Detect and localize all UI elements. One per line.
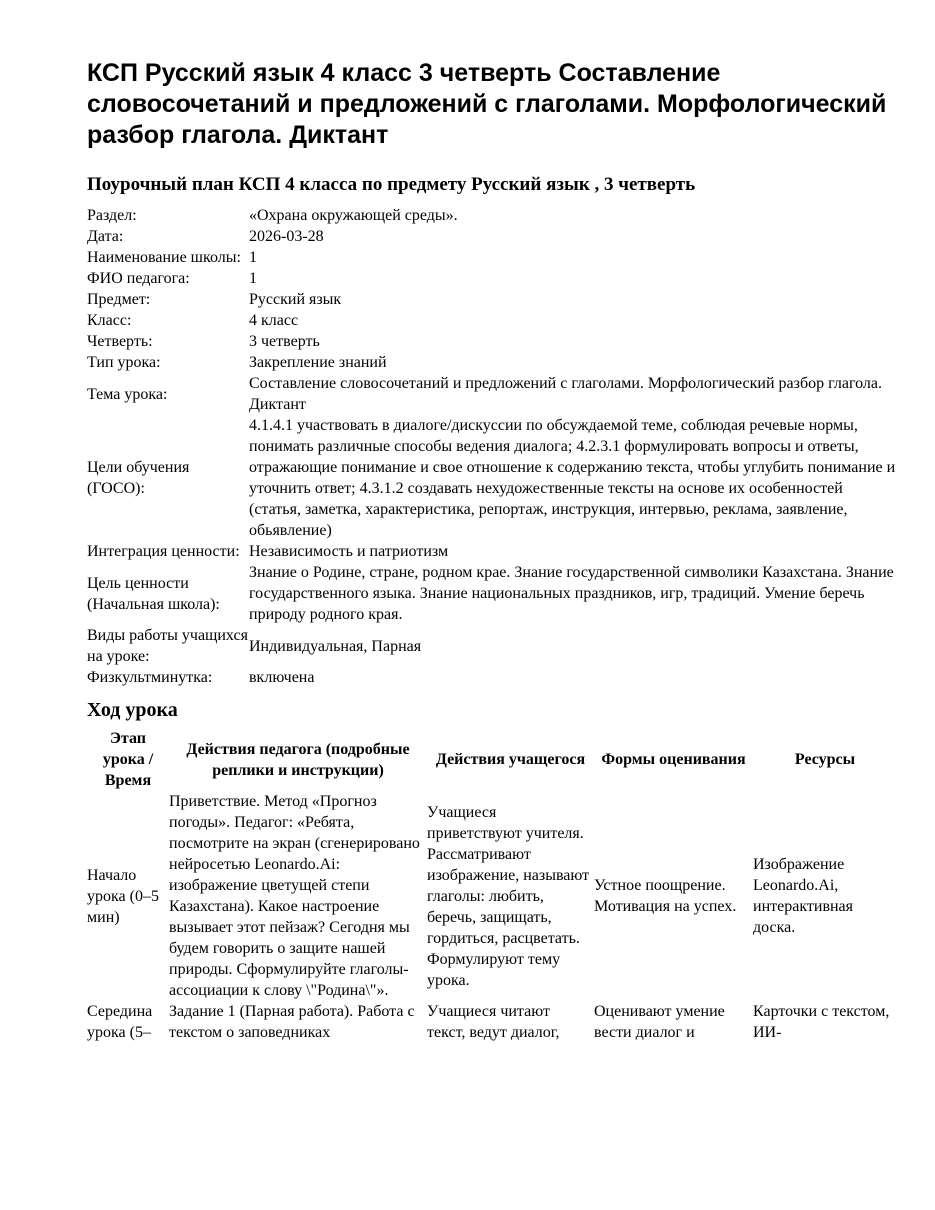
page-title: КСП Русский язык 4 класс 3 четверть Составление словосочетаний и предложений с глаголами. Морфологический разбор глагола. Диктант: [87, 59, 887, 149]
document-page: [87, 58, 897, 1057]
info-key: Раздел:: [87, 207, 137, 224]
info-value: Знание о Родине, стране, родном крае. Знание государственной символики Казахстана. Знание государственного языка. Знание национальных праздников, игр, традиций. Умение беречь природу родного края.: [249, 564, 894, 623]
info-row: [87, 331, 897, 352]
col-header-assessment: Формы оценивания: [601, 751, 746, 768]
info-key: Цели обучения (ГОСО):: [87, 459, 190, 497]
info-key: Четверть:: [87, 333, 153, 350]
col-header-stage: Этап урока / Время: [102, 730, 154, 789]
teacher-cell: Задание 1 (Парная работа). Работа с текстом о заповедниках: [169, 1003, 415, 1041]
info-row: [87, 373, 897, 415]
col-header-teacher: Действия педагога (подробные реплики и инструкции): [186, 740, 410, 779]
lesson-flow-table: [87, 728, 897, 1057]
student-cell: Учащиеся читают текст, ведут диалог,: [427, 1003, 560, 1041]
info-key: Физкультминутка:: [87, 669, 213, 686]
info-row: [87, 247, 897, 268]
info-row: [87, 352, 897, 373]
stage-cell: Середина урока (5–: [87, 1003, 153, 1041]
info-key: ФИО педагога:: [87, 270, 190, 287]
info-row: [87, 226, 897, 247]
info-row: [87, 310, 897, 331]
assessment-cell: Оценивают умение вести диалог и: [594, 1003, 725, 1041]
student-cell: Учащиеся приветствуют учителя. Рассматривают изображение, называют глаголы: любить, беречь, защищать, гордиться, расцветать. Формулируют тему урока.: [427, 803, 590, 989]
info-key: Предмет:: [87, 291, 151, 308]
lesson-info-table: [87, 205, 897, 688]
info-value: включена: [249, 669, 315, 686]
table-row: [87, 791, 897, 1001]
info-key: Тип урока:: [87, 354, 161, 371]
info-row: [87, 667, 897, 688]
info-value: Русский язык: [249, 291, 342, 308]
stage-cell: Начало урока (0–5 мин): [87, 866, 159, 926]
info-value: 1: [249, 249, 257, 266]
info-row: [87, 289, 897, 310]
info-key: Дата:: [87, 228, 124, 245]
info-row: [87, 541, 897, 562]
info-row: [87, 415, 897, 541]
info-row: [87, 205, 897, 226]
lesson-flow-heading: Ход урока: [87, 699, 178, 721]
teacher-cell: Приветствие. Метод «Прогноз погоды». Педагог: «Ребята, посмотрите на экран (сгенерировано нейросетью Leonardo.Ai: изображение цветущей степи Казахстана). Какое настроение вызывает этот пейзаж? Сегодня мы будем говорить о защите нашей природы. Сформулируйте глаголы-ассоциации к слову \"Родина\"».: [169, 793, 420, 999]
table-row: [87, 1001, 897, 1057]
info-value: Составление словосочетаний и предложений с глаголами. Морфологический разбор глагола. Диктант: [249, 375, 882, 413]
info-value: 1: [249, 270, 257, 287]
info-key: Тема урока:: [87, 385, 168, 403]
info-value: Независимость и патриотизм: [249, 543, 449, 560]
plan-subtitle: Поурочный план КСП 4 класса по предмету Русский язык , 3 четверть: [87, 174, 696, 195]
info-row: [87, 562, 897, 625]
info-key: Интеграция ценности:: [87, 543, 240, 560]
resources-cell: Изображение Leonardo.Ai, интерактивная доска.: [753, 856, 854, 936]
info-row: [87, 625, 897, 667]
info-value: 3 четверть: [249, 333, 320, 350]
info-value: 4.1.4.1 участвовать в диалоге/дискуссии по обсуждаемой теме, соблюдая речевые нормы, понимать различные способы ведения диалога; 4.2.3.1 формулировать вопросы и ответы, отражающие понимание и свое отношение к содержанию текста, чтобы углубить понимание и уточнить ответ; 4.3.1.2 создавать нехудожественные тексты на основе их особенностей (статья, заметка, характеристика, репортаж, инструкция, интервью, реклама, заявление, обьявление): [249, 417, 896, 539]
col-header-resources: Ресурсы: [794, 751, 856, 768]
info-key: Виды работы учащихся на уроке:: [87, 627, 248, 665]
info-value: Закрепление знаний: [249, 354, 387, 371]
info-value: 2026-03-28: [249, 228, 324, 245]
info-value: 4 класс: [249, 312, 299, 329]
info-row: [87, 268, 897, 289]
info-key: Наименование школы:: [87, 249, 241, 266]
info-value: Индивидуальная, Парная: [249, 637, 422, 655]
info-key: Цель ценности (Начальная школа):: [87, 574, 220, 613]
assessment-cell: Устное поощрение. Мотивация на успех.: [594, 877, 737, 915]
info-key: Класс:: [87, 312, 132, 329]
resources-cell: Карточки с текстом, ИИ-: [753, 1003, 890, 1041]
lesson-header-row: [87, 728, 897, 791]
info-value: «Охрана окружающей среды».: [249, 207, 458, 224]
col-header-student: Действия учащегося: [435, 751, 586, 768]
